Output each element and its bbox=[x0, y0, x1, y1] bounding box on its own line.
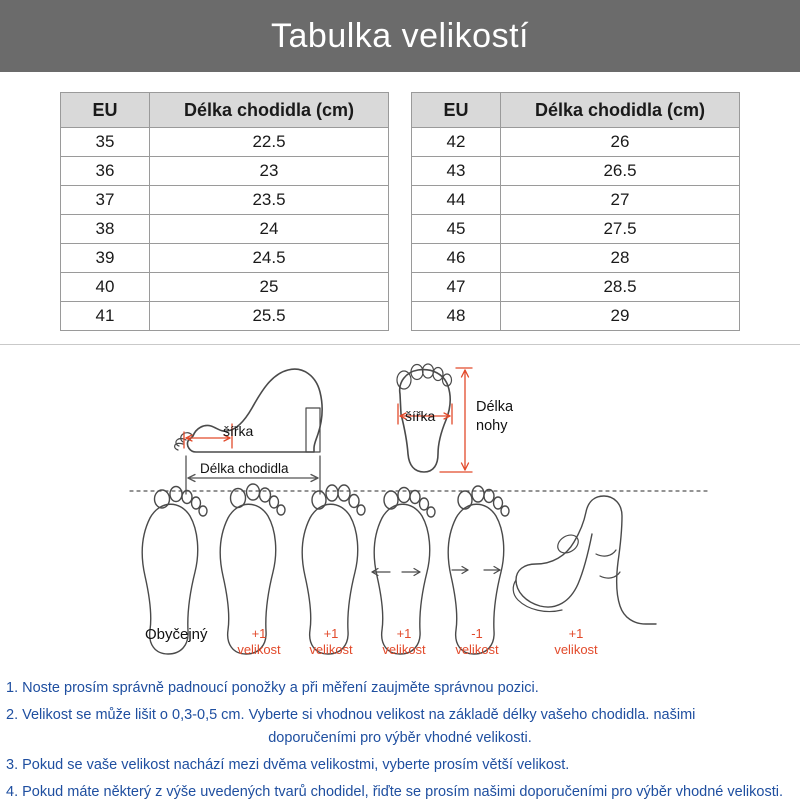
foot-shape-adjust-unit-4: velikost bbox=[455, 642, 499, 657]
table-row bbox=[412, 186, 740, 215]
foot-shape-adjust-1: +1 bbox=[251, 626, 267, 641]
note-4: 4. Pokud máte některý z výše uvedených tvarů chodidel, řiďte se prosím našimi doporučeními pro výběr vhodné velikosti. bbox=[6, 784, 783, 801]
foot-shape-adjust-unit-2: velikost bbox=[309, 642, 353, 657]
cell-length: 24.5 bbox=[150, 244, 389, 273]
size-tables bbox=[0, 72, 800, 331]
notes-section bbox=[0, 678, 800, 809]
cell-eu: 35 bbox=[61, 128, 150, 157]
section-divider bbox=[0, 344, 800, 345]
table-row bbox=[61, 302, 389, 331]
cell-eu: 37 bbox=[61, 186, 150, 215]
cell-length: 23 bbox=[150, 157, 389, 186]
measurement-diagram bbox=[0, 348, 800, 678]
table-row bbox=[61, 273, 389, 302]
cell-length: 23.5 bbox=[150, 186, 389, 215]
cell-eu: 47 bbox=[412, 273, 501, 302]
column-header-eu: EU bbox=[61, 93, 150, 128]
table-row bbox=[61, 244, 389, 273]
table-row bbox=[61, 157, 389, 186]
table-row bbox=[61, 128, 389, 157]
table-row bbox=[412, 273, 740, 302]
cell-eu: 43 bbox=[412, 157, 501, 186]
cell-eu: 48 bbox=[412, 302, 501, 331]
label-top-width: šířka bbox=[405, 408, 436, 424]
foot-shape-adjust-unit-1: velikost bbox=[237, 642, 281, 657]
cell-eu: 41 bbox=[61, 302, 150, 331]
page-header bbox=[0, 0, 800, 72]
cell-eu: 45 bbox=[412, 215, 501, 244]
label-leg-length-line2: nohy bbox=[476, 418, 508, 434]
cell-eu: 46 bbox=[412, 244, 501, 273]
cell-length: 25 bbox=[150, 273, 389, 302]
size-table-right bbox=[411, 92, 740, 331]
cell-eu: 36 bbox=[61, 157, 150, 186]
table-header-row bbox=[412, 93, 740, 128]
cell-length: 27 bbox=[501, 186, 740, 215]
table-row bbox=[412, 302, 740, 331]
cell-length: 28.5 bbox=[501, 273, 740, 302]
foot-shape-adjust-unit-3: velikost bbox=[382, 642, 426, 657]
note-1: 1. Noste prosím správně padnoucí ponožky a při měření zaujměte správnou pozici. bbox=[6, 680, 539, 696]
foot-shape-adjust-3: +1 bbox=[396, 626, 412, 641]
table-row bbox=[412, 157, 740, 186]
cell-length: 25.5 bbox=[150, 302, 389, 331]
cell-length: 29 bbox=[501, 302, 740, 331]
label-foot-length: Délka chodidla bbox=[200, 461, 289, 476]
cell-eu: 44 bbox=[412, 186, 501, 215]
table-row bbox=[412, 215, 740, 244]
note-2: 2. Velikost se může lišit o 0,3-0,5 cm. Vyberte si vhodnou velikost na základě délky vašeho chodidla. našimi bbox=[6, 707, 696, 724]
table-row bbox=[412, 244, 740, 273]
table-row bbox=[412, 128, 740, 157]
cell-eu: 42 bbox=[412, 128, 501, 157]
cell-length: 26.5 bbox=[501, 157, 740, 186]
cell-length: 27.5 bbox=[501, 215, 740, 244]
cell-length: 24 bbox=[150, 215, 389, 244]
cell-eu: 38 bbox=[61, 215, 150, 244]
column-header-eu: EU bbox=[412, 93, 501, 128]
foot-shape-adjust-unit-5: velikost bbox=[554, 642, 598, 657]
cell-length: 22.5 bbox=[150, 128, 389, 157]
column-header-length: Délka chodidla (cm) bbox=[501, 93, 740, 128]
cell-length: 26 bbox=[501, 128, 740, 157]
foot-shape-adjust-2: +1 bbox=[323, 626, 339, 641]
cell-eu: 39 bbox=[61, 244, 150, 273]
foot-shape-adjust-5: +1 bbox=[568, 626, 584, 641]
table-row bbox=[61, 186, 389, 215]
foot-shape-adjust-4: -1 bbox=[471, 626, 483, 641]
note-2-continued: doporučeními pro výběr vhodné velikosti. bbox=[268, 730, 532, 747]
column-header-length: Délka chodidla (cm) bbox=[150, 93, 389, 128]
label-side-width: šířka bbox=[223, 423, 254, 439]
label-leg-length-line1: Délka bbox=[476, 399, 514, 415]
cell-length: 28 bbox=[501, 244, 740, 273]
table-row bbox=[61, 215, 389, 244]
foot-shape-label-normal: Obyčejný bbox=[145, 626, 208, 643]
size-table-left bbox=[60, 92, 389, 331]
page-title: Tabulka velikostí bbox=[271, 16, 529, 55]
note-3: 3. Pokud se vaše velikost nachází mezi dvěma velikostmi, vyberte prosím větší velikost. bbox=[6, 757, 570, 774]
table-header-row bbox=[61, 93, 389, 128]
cell-eu: 40 bbox=[61, 273, 150, 302]
